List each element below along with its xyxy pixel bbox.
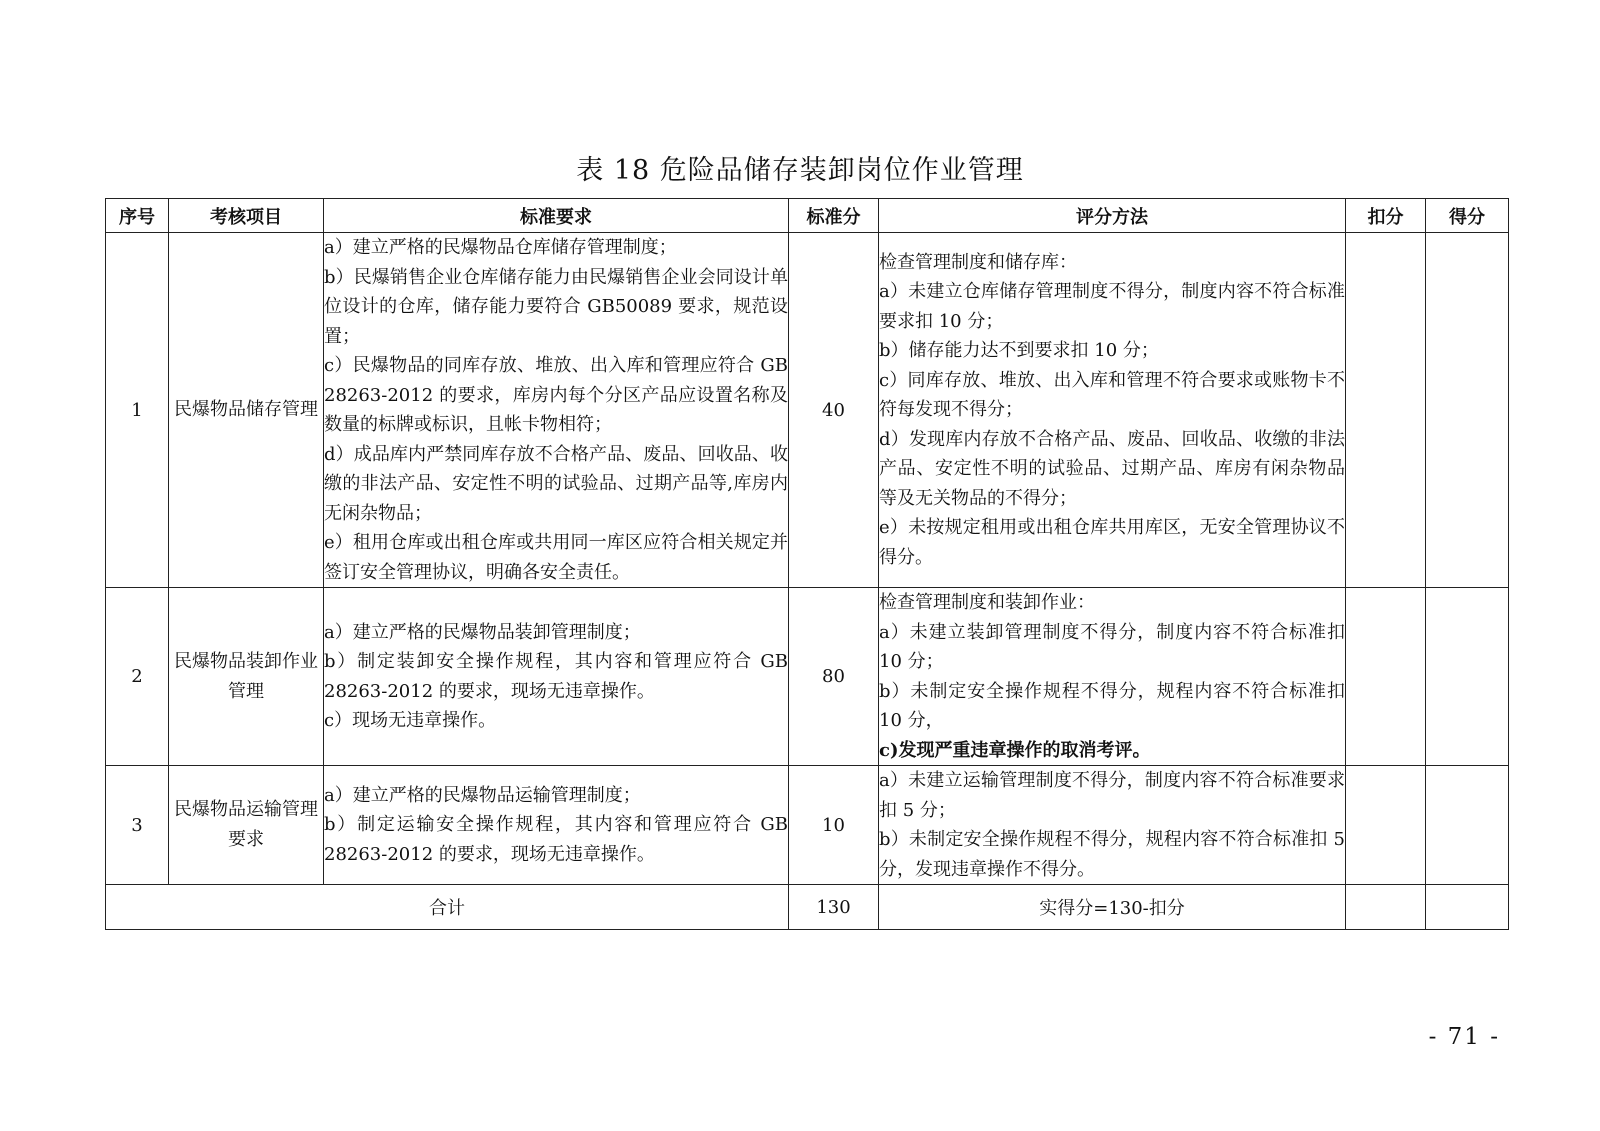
requirement-line: a）建立严格的民爆物品装卸管理制度；	[324, 621, 641, 643]
row-method	[879, 766, 1346, 885]
total-got	[1426, 885, 1509, 930]
requirement-line: d）成品库内严禁同库存放不合格产品、废品、回收品、收缴的非法产品、安定性不明的试验品、过期产品等,库房内无闲杂物品；	[324, 443, 788, 524]
total-row	[106, 885, 1509, 930]
row-no: 1	[106, 233, 169, 588]
total-label: 合计	[106, 885, 789, 930]
header-row	[106, 199, 1509, 233]
row-got	[1426, 233, 1509, 588]
requirement-line: c）民爆物品的同库存放、堆放、出入库和管理应符合 GB 28263-2012 的要求，库房内每个分区产品应设置名称及数量的标牌或标识，且帐卡物相符；	[324, 355, 788, 435]
method-line: b）储存能力达不到要求扣 10 分；	[879, 340, 1159, 362]
row-requirements	[324, 588, 789, 766]
row-method	[879, 588, 1346, 766]
requirement-line: b）制定装卸安全操作规程，其内容和管理应符合 GB 28263-2012 的要求，现场无违章操作。	[324, 651, 788, 702]
total-method: 实得分=130-扣分	[879, 885, 1346, 930]
method-line: 检查管理制度和装卸作业：	[879, 592, 1095, 613]
assessment-table	[105, 198, 1509, 930]
row-got	[1426, 766, 1509, 885]
row-item: 民爆物品运输管理要求	[169, 766, 324, 885]
table-title: 表 18 危险品储存装卸岗位作业管理	[576, 155, 1024, 186]
method-line: b）未制定安全操作规程不得分，规程内容不符合标准扣 5 分，发现违章操作不得分。	[879, 829, 1345, 880]
header-no: 序号	[106, 199, 169, 233]
method-line: d）发现库内存放不合格产品、废品、回收品、收缴的非法产品、安定性不明的试验品、过期产品、库房有闲杂物品等及无关物品的不得分；	[879, 428, 1345, 509]
requirement-line: c）现场无违章操作。	[324, 710, 497, 731]
row-got	[1426, 588, 1509, 766]
table-row	[106, 588, 1509, 766]
header-deduct: 扣分	[1346, 199, 1426, 233]
method-line: e）未按规定租用或出租仓库共用库区，无安全管理协议不得分。	[879, 517, 1345, 568]
requirement-line: a）建立严格的民爆物品仓库储存管理制度；	[324, 237, 677, 258]
table-row	[106, 766, 1509, 885]
row-score: 40	[789, 233, 879, 588]
method-line: a）未建立运输管理制度不得分，制度内容不符合标准要求扣 5 分；	[879, 770, 1345, 821]
row-no: 2	[106, 588, 169, 766]
method-line: 检查管理制度和储存库：	[879, 251, 1077, 273]
row-item: 民爆物品储存管理	[169, 233, 324, 588]
row-score: 10	[789, 766, 879, 885]
row-no: 3	[106, 766, 169, 885]
page-number: - 71 -	[1428, 1024, 1500, 1050]
requirement-line: b）民爆销售企业仓库储存能力由民爆销售企业会同设计单位设计的仓库，储存能力要符合 GB50089 要求，规范设置；	[324, 266, 788, 347]
header-score: 标准分	[789, 199, 879, 233]
method-line-bold: c)发现严重违章操作的取消考评。	[879, 739, 1151, 761]
row-deduct	[1346, 233, 1426, 588]
header-method: 评分方法	[879, 199, 1346, 233]
total-deduct	[1346, 885, 1426, 930]
row-deduct	[1346, 766, 1426, 885]
header-got: 得分	[1426, 199, 1509, 233]
header-item: 考核项目	[169, 199, 324, 233]
table-row	[106, 233, 1509, 588]
total-score: 130	[789, 885, 879, 930]
requirement-line: b）制定运输安全操作规程，其内容和管理应符合 GB 28263-2012 的要求，现场无违章操作。	[324, 814, 788, 865]
requirement-line: a）建立严格的民爆物品运输管理制度；	[324, 784, 641, 806]
row-requirements	[324, 766, 789, 885]
method-line: b）未制定安全操作规程不得分，规程内容不符合标准扣 10 分，	[879, 680, 1345, 731]
row-method	[879, 233, 1346, 588]
method-line: c）同库存放、堆放、出入库和管理不符合要求或账物卡不符每发现不得分；	[879, 369, 1345, 421]
row-item: 民爆物品装卸作业管理	[169, 588, 324, 766]
row-score: 80	[789, 588, 879, 766]
method-line: a）未建立装卸管理制度不得分，制度内容不符合标准扣 10 分；	[879, 621, 1345, 672]
row-deduct	[1346, 588, 1426, 766]
header-requirements: 标准要求	[324, 199, 789, 233]
requirement-line: e）租用仓库或出租仓库或共用同一库区应符合相关规定并签订安全管理协议，明确各安全责任。	[324, 532, 788, 583]
method-line: a）未建立仓库储存管理制度不得分，制度内容不符合标准要求扣 10 分；	[879, 281, 1345, 332]
row-requirements	[324, 233, 789, 588]
